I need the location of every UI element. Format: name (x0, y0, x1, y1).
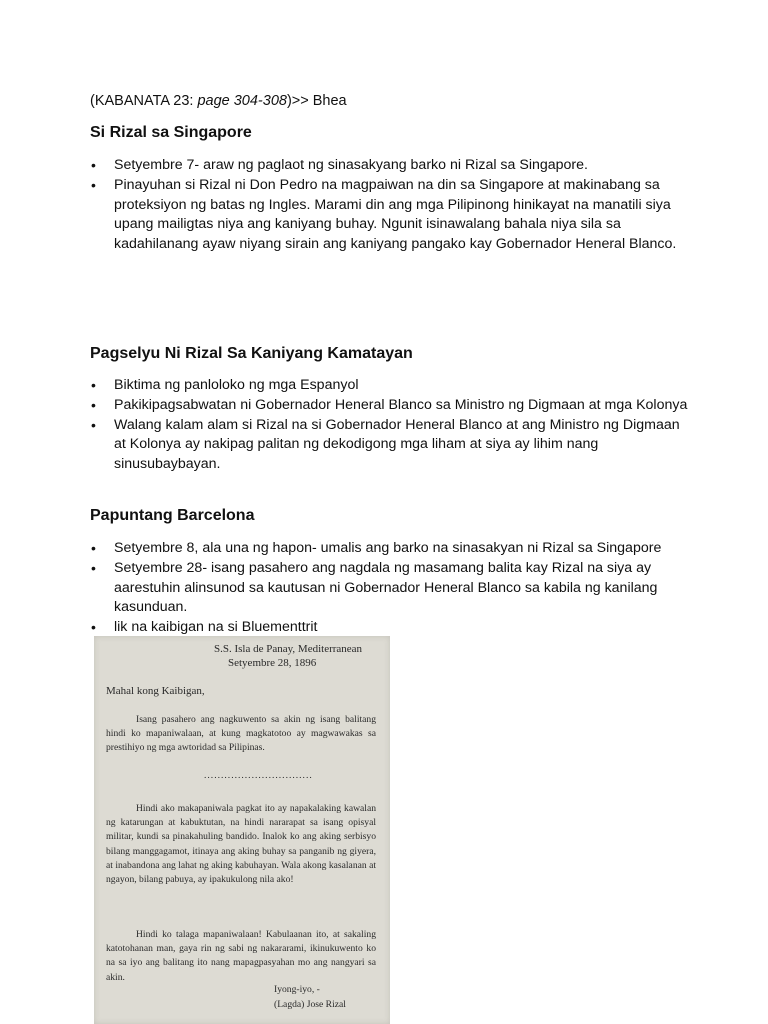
letter-scan-image (94, 636, 390, 1024)
letter-greeting: Mahal kong Kaibigan, (106, 685, 205, 697)
list-item: • Setyembre 28- isang pasahero ang nagdala ng masamang balita kay Rizal na siya ay aarestuhin alinsunod sa kautusan ni Gobernador Heneral Blanco sa kabila ng kanilang kasunduan. (90, 559, 690, 618)
letter-ship-name: S.S. Isla de Panay, Mediterranean (214, 643, 363, 655)
section-title: Papuntang Barcelona (90, 507, 255, 524)
chapter-header (90, 93, 347, 109)
bullet-list (90, 376, 690, 475)
list-item: • Pinayuhan si Rizal ni Don Pedro na magpaiwan na din sa Singapore at makinabang sa proteksiyon ng batas ng Ingles. Marami din ang mga Pilipinong hinikayat na manatili siya upang mailigtas niya ang kaniyang buhay. Ngunit isinawalang bahala niya sila sa kadahilanang ayaw niyang sirain ang kaniyang pangako kay Gobernador Heneral Blanco. (90, 176, 690, 255)
header-suffix: )>> Bhea (286, 93, 347, 109)
letter-closing: Iyong-iyo, - (274, 984, 320, 995)
letter-paragraph: Hindi ako makapaniwala pagkat ito ay napakalaking kawalan ng katarungan at kabuktutan, na hindi nararapat sa isang opisyal militar, kundi sa pinakahuling bandido. Inalok ko ang aking serbisyo bilang manggagamot, itinaya ang aking buhay sa panganib ng giyera, at inabandona ang lahat ng aking kabuhayan. Wala akong kasalanan at ngayon, bilang pabuya, ay ipakukulong nila ako! (106, 803, 376, 886)
letter-date: Setyembre 28, 1896 (228, 657, 317, 669)
bullet-list (90, 156, 690, 255)
list-item: • Setyembre 7- araw ng paglaot ng sinasakyang barko ni Rizal sa Singapore. (90, 156, 690, 176)
header-prefix: (KABANATA 23: (90, 93, 198, 109)
letter-paragraph: Isang pasahero ang nagkuwento sa akin ng isang balitang hindi ko mapaniwalaan, at kung magkatotoo ay magwawakas sa prestihiyo ng mga awtoridad sa Pilipinas. (106, 714, 376, 754)
list-item: • Biktima ng panloloko ng mga Espanyol (90, 376, 690, 396)
letter-paragraph: Hindi ko talaga mapaniwalaan! Kabulaanan ito, at sakaling katotohanan man, gaya rin ng sabi ng nakararami, ikinukuwento ko na sa iyo ang balitang ito nang mapagpasyahan mo ang nangyari sa akin. (106, 929, 376, 983)
list-item: • Walang kalam alam si Rizal na si Gobernador Heneral Blanco at ang Ministro ng Digmaan at Kolonya ay nakipag palitan ng dekodigong mga liham at siya ay lihim nang sinusubaybayan. (90, 416, 690, 475)
bullet-list (90, 539, 690, 638)
list-item: • lik na kaibigan na si Bluementtrit (90, 618, 690, 638)
letter-ellipsis: ................................ (204, 770, 313, 781)
letter-signature: (Lagda) Jose Rizal (274, 999, 346, 1010)
section-title: Pagselyu Ni Rizal Sa Kaniyang Kamatayan (90, 345, 413, 362)
list-item: • Pakikipagsabwatan ni Gobernador Heneral Blanco sa Ministro ng Digmaan at mga Kolonya (90, 396, 690, 416)
list-item: • Setyembre 8, ala una ng hapon- umalis ang barko na sinasakyan ni Rizal sa Singapore (90, 539, 690, 559)
header-pages: page 304-308 (197, 93, 287, 109)
section-title: Si Rizal sa Singapore (90, 124, 252, 141)
